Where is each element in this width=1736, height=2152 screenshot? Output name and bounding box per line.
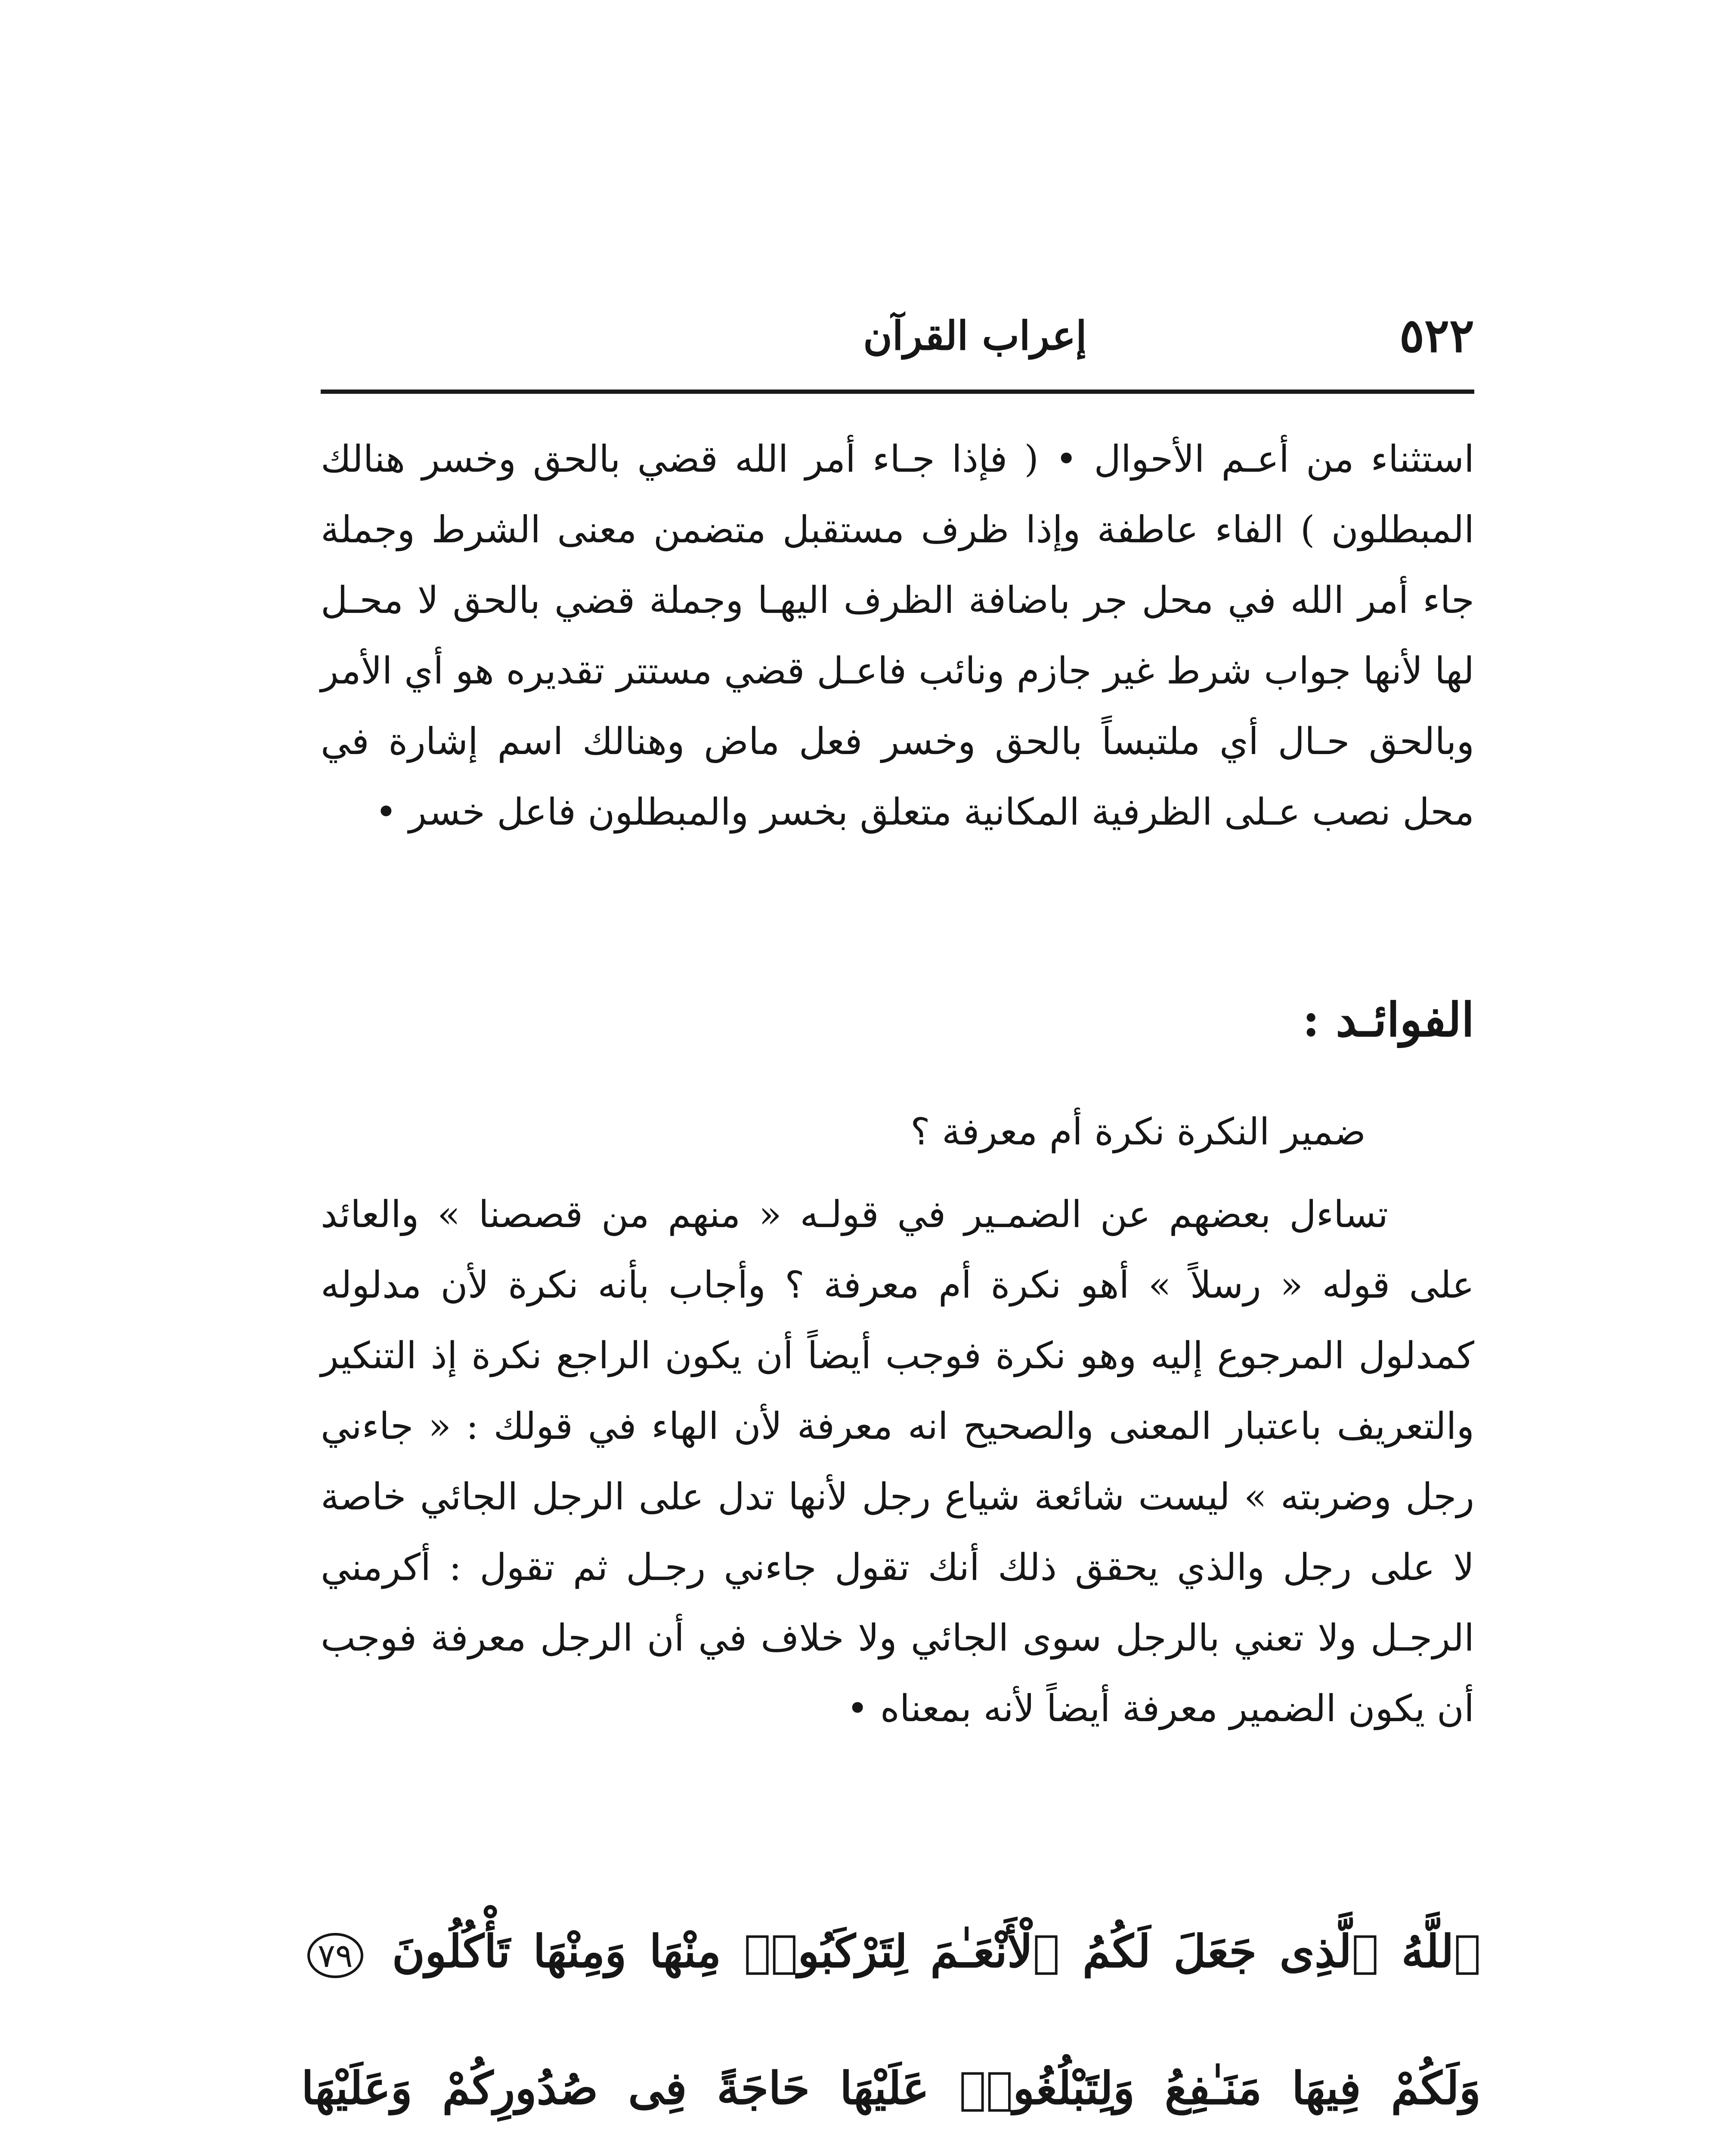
benefits-paragraph: تساءل بعضهم عن الضمـير في قولـه « منهم من قصصنا » والعائد على قوله « رسلاً » أهو نكرة أم معرفة ؟ وأجاب بأنه نكرة لأن مدلوله كمدلول المرجوع إليه وهو نكرة فوجب أيضاً أن يكون الراجع نكرة إذ التنكير والتعريف باعتبار المعنى والصحيح انه معرفة لأن الهاء في قولك : « جاءني رجل وضربته » ليست شائعة شياع رجل لأنها تدل على الرجل الجائي خاصة لا على رجل والذي يحقق ذلك أنك تقول جاءني رجـل ثم تقول : أكرمني الرجـل ولا تعني بالرجل سوى الجائي ولا خلاف في أن الرجل معرفة فوجب أن يكون الضمير معرفة أيضاً لأنه بمعناه • [321, 1193, 1474, 1730]
page-header [321, 297, 1474, 379]
running-title: إعراب القرآن [863, 312, 1087, 359]
parsing-paragraph: استثناء من أعـم الأحوال • ( فإذا جـاء أمر الله قضي بالحق وخسر هنالك المبطلون ) الفاء عاطفة وإذا ظرف مستقبل متضمن معنى الشرط وجملة جاء أمر الله في محل جر باضافة الظرف اليهـا وجملة قضي بالحق لا محـل لها لأنها جواب شرط غير جازم ونائب فاعـل قضي مستتر تقديره هو أي الأمر وبالحق حـال أي ملتبساً بالحق وخسر فعل ماض وهنالك اسم إشارة في محل نصب عـلى الظرفية المكانية متعلق بخسر والمبطلون فاعل خسر • [321, 438, 1474, 834]
quran-verses [301, 1885, 1481, 2152]
header-divider [321, 390, 1474, 394]
verse-text: وَلَكُمْ فِيهَا مَنَـٰفِعُ وَلِتَبْلُغُوا۟ عَلَيْهَا حَاجَةً فِى صُدُورِكُمْ وَعَلَيْهَا [301, 2062, 1481, 2115]
subsection-question: ضمير النكرة نكرة أم معرفة ؟ [910, 1110, 1366, 1153]
verse-number-marker: ٧٩ [307, 1933, 363, 1978]
verse-text: ٱللَّهُ ٱلَّذِى جَعَلَ لَكُمُ ٱلْأَنْعَـٰمَ لِتَرْكَبُوا۟ مِنْهَا وَمِنْهَا تَأْكُلُونَ [392, 1925, 1481, 1978]
section-heading: الفوائـد : [1302, 993, 1474, 1047]
page-number: ٥٢٢ [1399, 309, 1474, 363]
